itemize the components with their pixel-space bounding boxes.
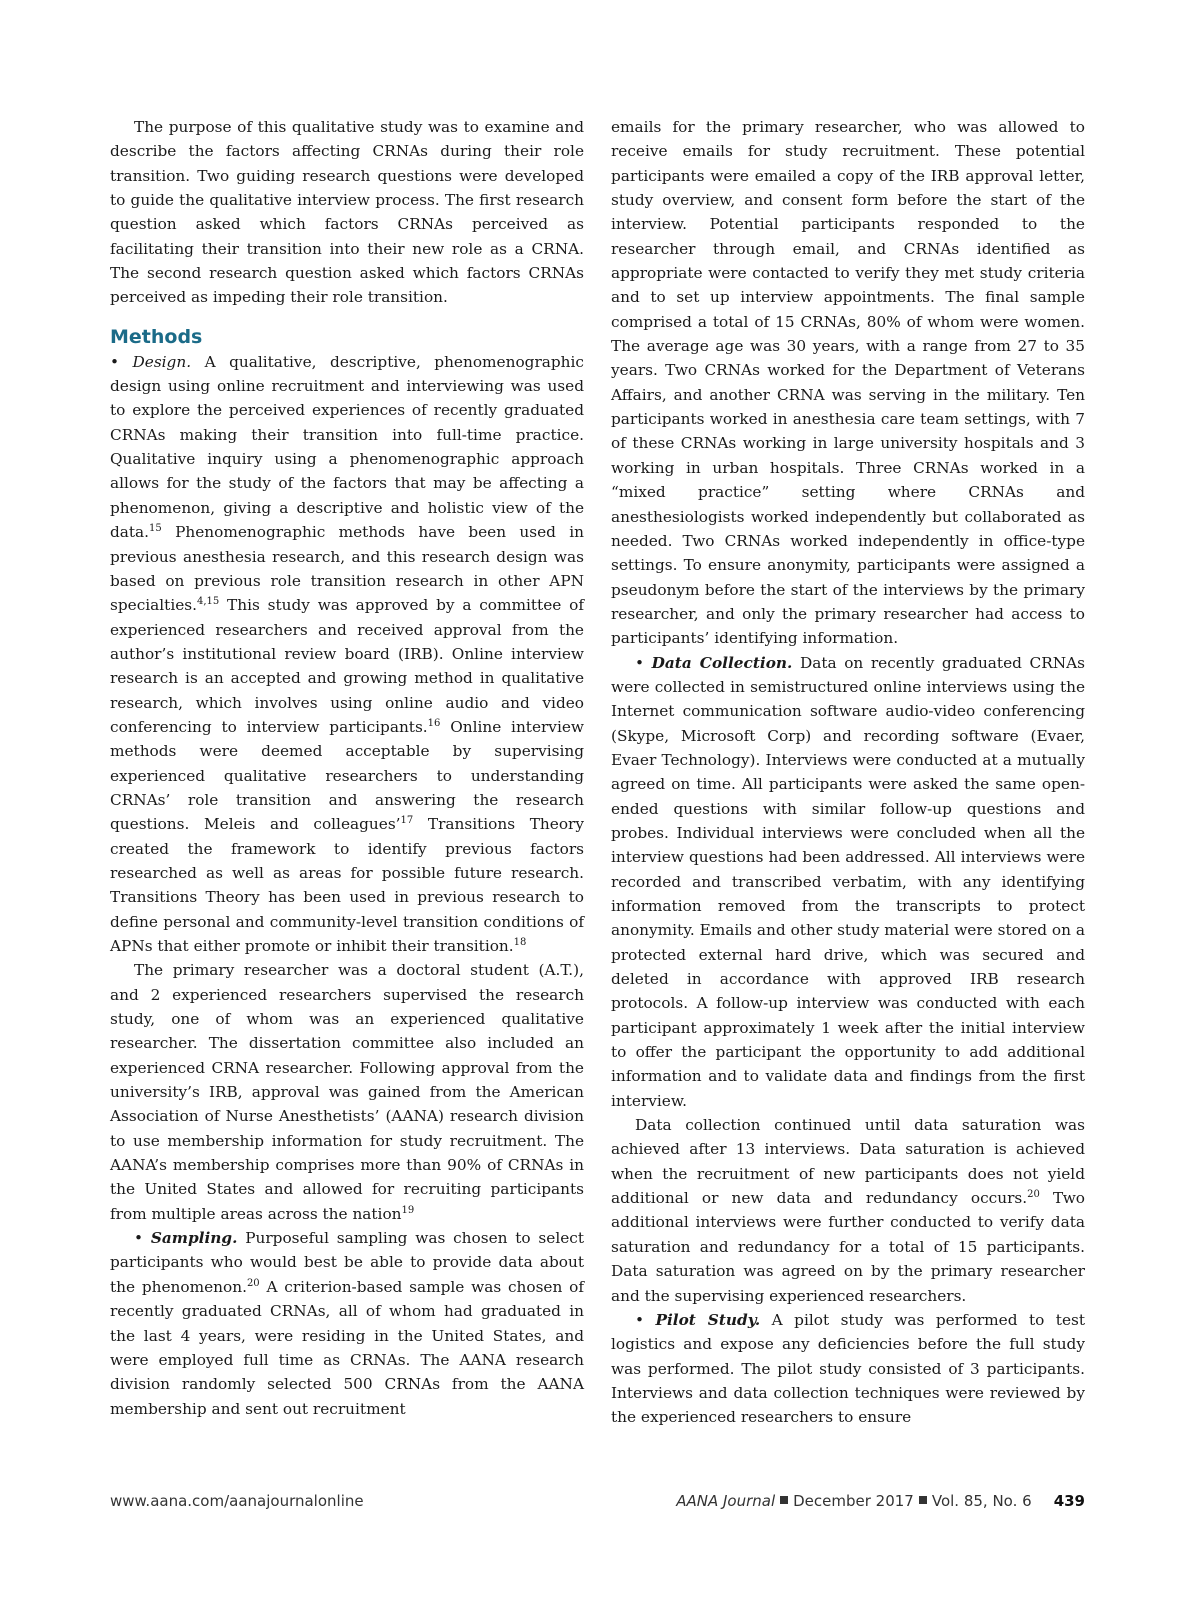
sampling-continued-paragraph: emails for the primary researcher, who was allowed to receive emails for study recruitment. These potential participants were emailed a copy of the IRB approval letter, study overview, and consent form before the start of the interview. Potential participants responded to the researcher through email, and CRNAs identified as appropriate were contacted to verify they met study criteria and to set up interview appointments. The final sample comprised a total of 15 CRNAs, 80% of whom were women. The average age was 30 years, with a range from 27 to 35 years. Two CRNAs worked for the Department of Veterans Affairs, and another CRNA was serving in the military. Ten participants worked in anesthesia care team settings, with 7 of these CRNAs working in large university hospitals and 3 working in urban hospitals. Three CRNAs worked in a “mixed practice” setting where CRNAs and anesthesiologists worked independently but collaborated as needed. Two CRNAs worked independently in office-type settings. To ensure anonymity, participants were assigned a pseudonym before the start of the interviews by the primary researcher, and only the primary researcher had access to participants’ identifying information. <box>611 118 1085 648</box>
journal-name: AANA Journal <box>676 1492 776 1510</box>
journal-url-link[interactable]: www.aana.com/aanajournalonline <box>110 1492 364 1510</box>
citation: 15 <box>149 523 162 535</box>
square-bullet-icon <box>919 1496 927 1504</box>
saturation-paragraph: Data collection continued until data saturation was achieved after 13 interviews. Data saturation is achieved when the recruitment of new participants does not yield additional or new data and redundancy occurs.$^{20}$ Two additional interviews were further conducted to verify data saturation and redundancy for a total of 15 participants. Data saturation was agreed on by the primary researcher and the supervising experienced researchers. <box>611 1116 1085 1305</box>
journal-citation <box>676 1492 1085 1510</box>
intro-paragraph: The purpose of this qualitative study was to examine and describe the factors affecting CRNAs during their role transition. Two guiding research questions were developed to guide the qualitative interview process. The first research question asked which factors CRNAs perceived as facilitating their transition into their new role as a CRNA. The second research question asked which factors CRNAs perceived as impeding their role transition. <box>110 118 584 307</box>
citation: 17 <box>400 815 414 827</box>
citation: 4,15 <box>196 596 220 608</box>
methods-heading: Methods <box>110 325 203 348</box>
researcher-paragraph: The primary researcher was a doctoral student (A.T.), and 2 experienced researchers supervised the research study, one of whom was an experienced qualitative researcher. The dissertation committee also included an experienced CRNA researcher. Following approval from the university’s IRB, approval was gained from the American Association of Nurse Anesthetists’ (AANA) research division to use membership information for study recruitment. The AANA’s membership comprises more than 90% of CRNAs in the United States and allowed for recruiting participants from multiple areas across the nation$^{19}$ <box>110 961 584 1223</box>
sampling-paragraph: • Sampling. Purposeful sampling was chosen to select participants who would best be able to provide data about the phenomenon.$^{20}$ A criterion-based sample was chosen of recently graduated CRNAs, all of whom had graduated in the last 4 years, were residing in the United States, and were employed full time as CRNAs. The AANA research division randomly selected 500 CRNAs from the AANA membership and sent out recruitment <box>110 1229 584 1418</box>
citation: 18 <box>513 937 527 948</box>
issue-date: December 2017 <box>793 1492 914 1510</box>
data-collection-label: Data Collection. <box>651 653 793 672</box>
citation: 20 <box>1027 1189 1040 1201</box>
data-collection-paragraph: • Data Collection. Data on recently graduated CRNAs were collected in semistructured online interviews using the Internet communication software audio-video conferencing (Skype, Microsoft Corp) and recording software (Evaer, Evaer Technology). Interviews were conducted at a mutually agreed on time. All participants were asked the same open-ended questions with similar follow-up questions and probes. Individual interviews were concluded when all the interview questions had been addressed. All interviews were recorded and transcribed verbatim, with any identifying information removed from the transcripts to protect anonymity. Emails and other study material were stored on a protected external hard drive, which was secured and deleted in accordance with approved IRB research protocols. A follow-up interview was conducted with each participant approximately 1 week after the initial interview to offer the participant the opportunity to add additional information and to validate data and findings from the first interview. <box>611 653 1085 1110</box>
page-number: 439 <box>1053 1492 1085 1510</box>
pilot-study-paragraph: • Pilot Study. A pilot study was performed to test logistics and expose any deficiencies before the full study was performed. The pilot study consisted of 3 participants. Interviews and data collection techniques were reviewed by the experienced researchers to ensure <box>611 1310 1086 1427</box>
design-paragraph: • Design. A qualitative, descriptive, phenomenographic design using online recruitment and interviewing was used to explore the perceived experiences of recently graduated CRNAs making their transition into full-time practice. Qualitative inquiry using a phenomenographic approach allows for the study of the factors that may be affecting a phenomenon, giving a descriptive and holistic view of the data.$^{15}$ Phenomenographic methods have been used in previous anesthesia research, and this research design was based on previous role transition research in other APN specialties.$^{4,15}$ This study was approved by a committee of experienced researchers and received approval from the author’s institutional review board (IRB). Online interview research is an accepted and growing method in qualitative research, which involves using online audio and video conferencing to interview participants.$^{16}$ Online interview methods were deemed acceptable by supervising experienced qualitative researchers to understanding CRNAs’ role transition and answering the research questions. Meleis and colleagues’$^{17}$ Transitions Theory created the framework to identify previous factors researched as well as areas for possible future research. Transitions Theory has been used in previous research to define personal and community-level transition conditions of APNs that either promote or inhibit their transition.$^{18}$ <box>110 352 584 955</box>
sampling-label: Sampling. <box>150 1229 238 1248</box>
design-label: Design. <box>132 352 192 371</box>
citation: 20 <box>246 1277 260 1289</box>
pilot-study-label: Pilot Study. <box>655 1310 761 1329</box>
volume-issue: Vol. 85, No. 6 <box>931 1492 1032 1510</box>
citation: 16 <box>427 717 441 729</box>
square-bullet-icon <box>780 1496 788 1504</box>
left-column <box>110 115 584 1421</box>
right-column <box>611 115 1085 1430</box>
citation: 19 <box>401 1204 415 1216</box>
